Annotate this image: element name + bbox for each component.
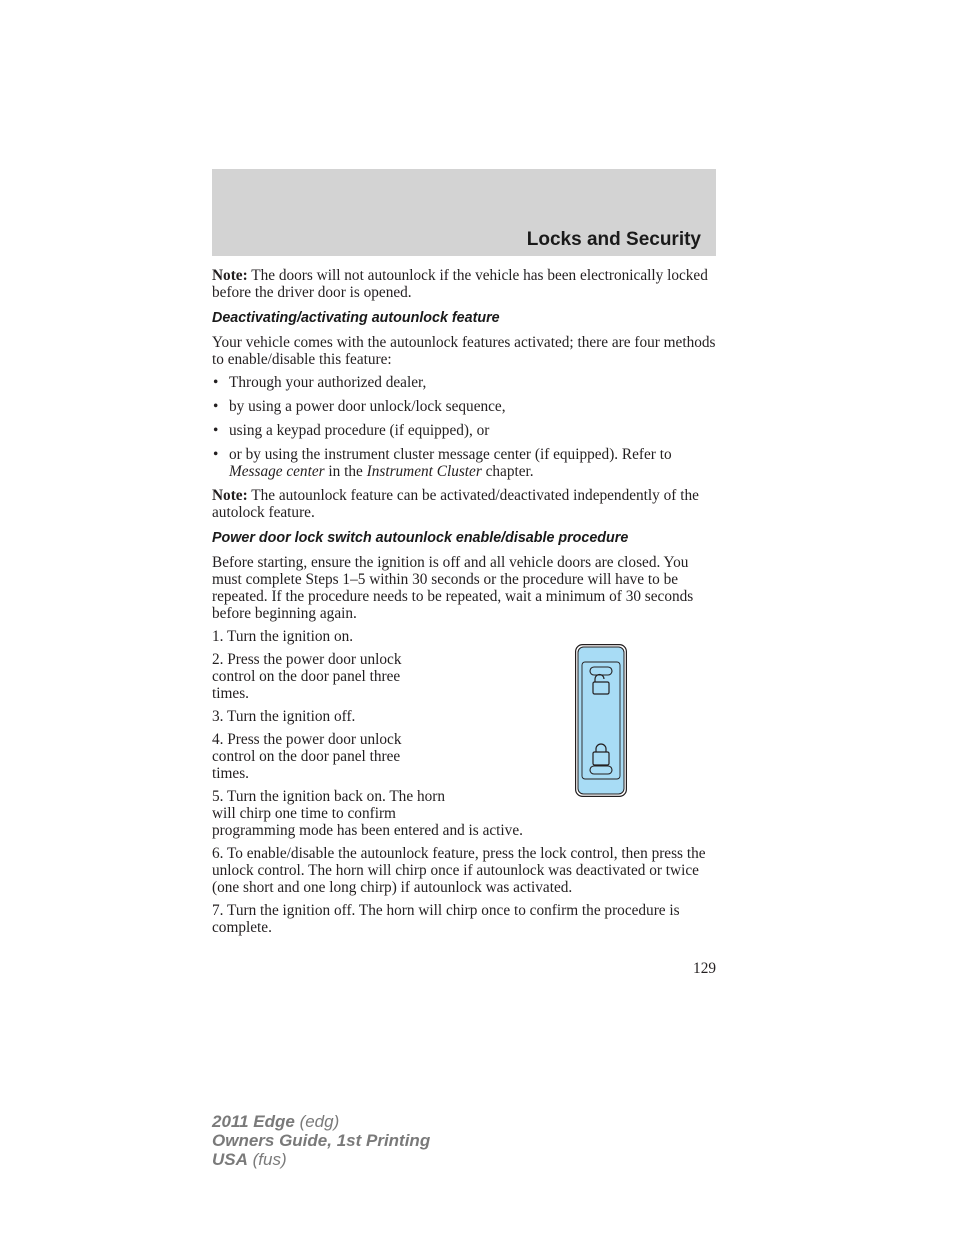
list-item: • using a keypad procedure (if equipped), or: [213, 422, 490, 439]
door-lock-switch-illustration: [575, 644, 627, 797]
page-number: 129: [693, 960, 716, 977]
reference-instrument-cluster: Instrument Cluster: [366, 463, 482, 480]
note-text: The autounlock feature can be activated/deactivated independently of the autolock feature.: [212, 487, 699, 521]
step-7: 7. Turn the ignition off. The horn will chirp once to confirm the procedure is complete.: [212, 902, 680, 936]
reference-message-center: Message center: [229, 463, 325, 480]
section-header-band: [212, 169, 716, 256]
list-item: • or by using the instrument cluster message center (if equipped). Refer to Message center in the Instrument Cluster chapter.: [213, 446, 672, 480]
methods-list: [212, 374, 716, 480]
footer-line-1: 2011 Edge (edg): [212, 1112, 340, 1131]
step-5: 5. Turn the ignition back on. The horn will chirp one time to confirm programming mode has been entered and is active.: [212, 788, 523, 839]
bullet-icon: •: [213, 374, 219, 391]
intro-note: [212, 267, 716, 301]
section-title: Locks and Security: [526, 229, 701, 250]
page-content: [212, 267, 716, 942]
step-3: 3. Turn the ignition off.: [212, 708, 356, 725]
note-label: Note:: [212, 267, 248, 284]
autounlock-note: [212, 487, 716, 521]
step-2: 2. Press the power door unlock control on the door panel three times.: [212, 651, 402, 702]
list-item: • by using a power door unlock/lock sequence,: [213, 398, 506, 415]
note-label: Note:: [212, 487, 248, 504]
note-text: The doors will not autounlock if the vehicle has been electronically locked before the driver door is opened.: [212, 267, 708, 301]
bullet-icon: •: [213, 398, 219, 415]
footer-line-3: USA (fus): [212, 1150, 287, 1169]
bullet-icon: •: [213, 446, 219, 463]
deactivating-paragraph: Your vehicle comes with the autounlock features activated; there are four methods to enable/disable this feature:: [212, 334, 716, 368]
subheading-procedure: Power door lock switch autounlock enable/disable procedure: [212, 530, 629, 546]
subheading-deactivating: Deactivating/activating autounlock feature: [212, 310, 500, 326]
step-4: 4. Press the power door unlock control on the door panel three times.: [212, 731, 402, 782]
document-footer: [212, 1112, 430, 1169]
procedure-paragraph: Before starting, ensure the ignition is off and all vehicle doors are closed. You must complete Steps 1–5 within 30 seconds or the procedure will have to be repeated. If the procedure needs to be repeated, wait a minimum of 30 seconds before beginning again.: [212, 554, 694, 622]
step-6: 6. To enable/disable the autounlock feature, press the lock control, then press the unlock control. The horn will chirp once if autounlock was deactivated or twice (one short and one long chirp) if autounlock was activated.: [212, 845, 706, 896]
list-item: • Through your authorized dealer,: [213, 374, 427, 391]
step-1: 1. Turn the ignition on.: [212, 628, 354, 645]
bullet-icon: •: [213, 422, 219, 439]
footer-line-2: Owners Guide, 1st Printing: [212, 1131, 431, 1150]
